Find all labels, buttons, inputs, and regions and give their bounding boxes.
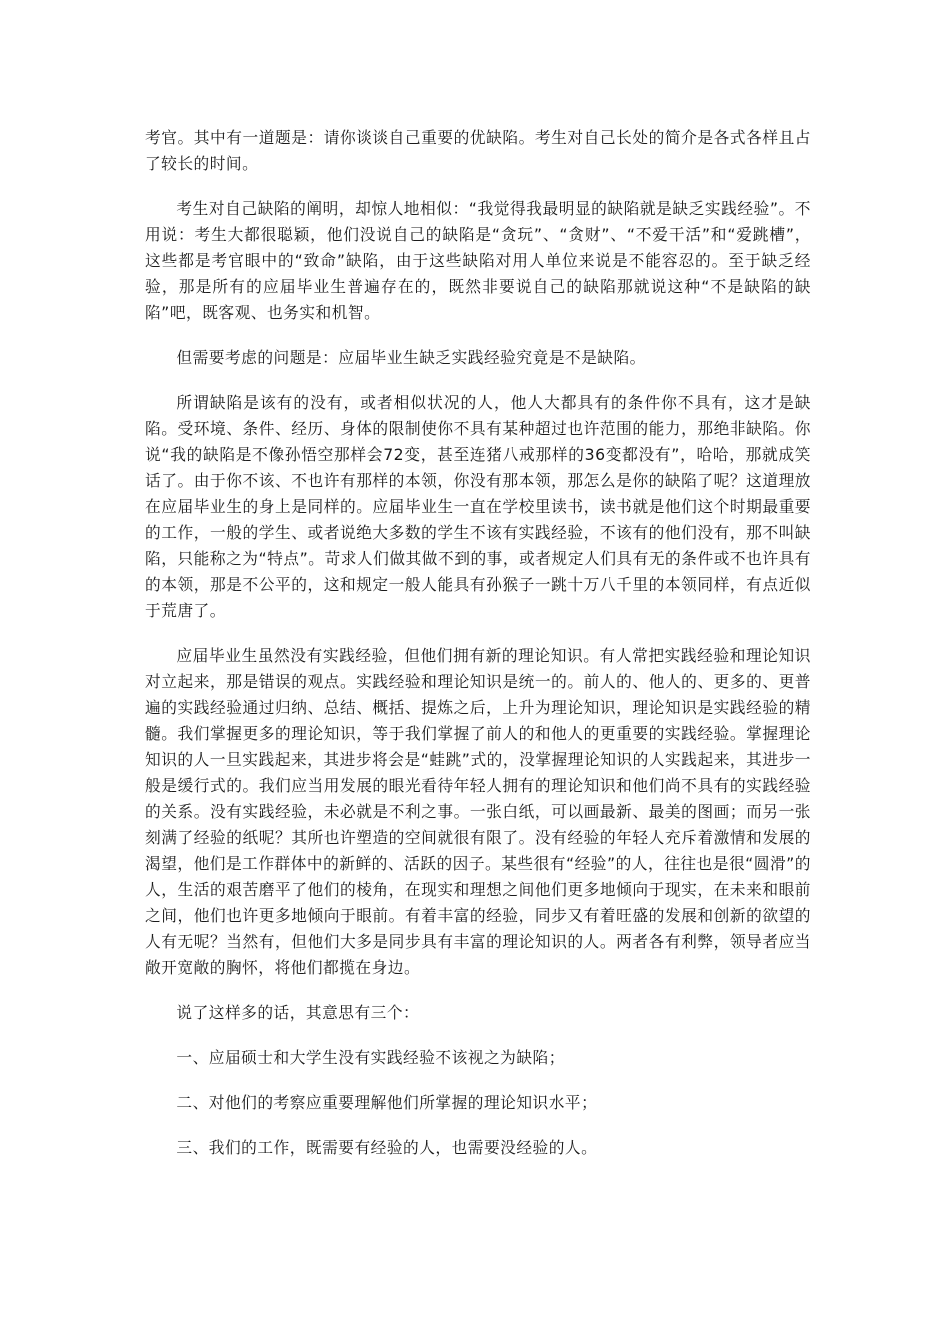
paragraph-candidates-weakness: 考生对自己缺陷的阐明，却惊人地相似：“我觉得我最明显的缺陷就是缺乏实践经验”。不用说：考生大都很聪颖，他们没说自己的缺陷是“贪玩”、“贪财”、“不爱干活”和“爱跳槽”，这些都是考官眼中的“致命”缺陷，由于这些缺陷对用人单位来说是不能容忍的。至于缺乏经验，那是所有的应届毕业生普遍存在的，既然非要说自己的缺陷那就说这种“不是缺陷的缺陷”吧，既客观、也务实和机智。 <box>145 199 811 322</box>
list-item-point-one: 一、应届硕士和大学生没有实践经验不该视之为缺陷； <box>176 1048 565 1067</box>
paragraph-summary-intro: 说了这样多的话，其意思有三个： <box>176 1003 420 1022</box>
document-page <box>145 125 811 1180</box>
paragraph-definition-of-weakness: 所谓缺陷是该有的没有，或者相似状况的人，他人大都具有的条件你不具有，这才是缺陷。受环境、条件、经历、身体的限制使你不具有某种超过也许范围的能力，那绝非缺陷。你说“我的缺陷是不像孙悟空那样会72变，甚至连猪八戒那样的36变都没有”，哈哈，那就成笑话了。由于你不该、不也许有那样的本领，你没有那本领，那怎么是你的缺陷了呢？这道理放在应届毕业生的身上是同样的。应届毕业生一直在学校里读书，读书就是他们这个时期最重要的工作，一般的学生、或者说绝大多数的学生不该有实践经验，不该有的他们没有，那不叫缺陷，只能称之为“特点”。苛求人们做其做不到的事，或者规定人们具有无的条件或不也许具有的本领，那是不公平的，这和规定一般人能具有孙猴子一跳十万八千里的本领同样，有点近似于荒唐了。 <box>145 393 811 620</box>
list-item-point-two: 二、对他们的考察应重要理解他们所掌握的理论知识水平； <box>176 1093 598 1112</box>
paragraph-theory-vs-practice: 应届毕业生虽然没有实践经验，但他们拥有新的理论知识。有人常把实践经验和理论知识对立起来，那是错误的观点。实践经验和理论知识是统一的。前人的、他人的、更多的、更普遍的实践经验通过归纳、总结、概括、提炼之后，上升为理论知识，理论知识是实践经验的精髓。我们掌握更多的理论知识，等于我们掌握了前人的和他人的更重要的实践经验。掌握理论知识的人一旦实践起来，其进步将会是“蛙跳”式的，没掌握理论知识的人实践起来，其进步一般是缓行式的。我们应当用发展的眼光看待年轻人拥有的理论知识和他们尚不具有的实践经验的关系。没有实践经验，未必就是不利之事。一张白纸，可以画最新、最美的图画；而另一张刻满了经验的纸呢？其所也许塑造的空间就很有限了。没有经验的年轻人充斥着激情和发展的渴望，他们是工作群体中的新鲜的、活跃的因子。某些很有“经验”的人，往往也是很“圆滑”的人，生活的艰苦磨平了他们的棱角，在现实和理想之间他们更多地倾向于现实，在未来和眼前之间，他们也许更多地倾向于眼前。有着丰富的经验，同步又有着旺盛的发展和创新的欲望的人有无呢？当然有，但他们大多是同步具有丰富的理论知识的人。两者各有利弊，领导者应当敞开宽敞的胸怀，将他们都揽在身边。 <box>145 646 811 977</box>
paragraph-question: 但需要考虑的问题是：应届毕业生缺乏实践经验究竟是不是缺陷。 <box>176 348 646 367</box>
paragraph-intro-continuation: 考官。其中有一道题是：请你谈谈自己重要的优缺陷。考生对自己长处的简介是各式各样且占了较长的时间。 <box>145 128 811 173</box>
list-item-point-three: 三、我们的工作，既需要有经验的人，也需要没经验的人。 <box>176 1138 598 1157</box>
